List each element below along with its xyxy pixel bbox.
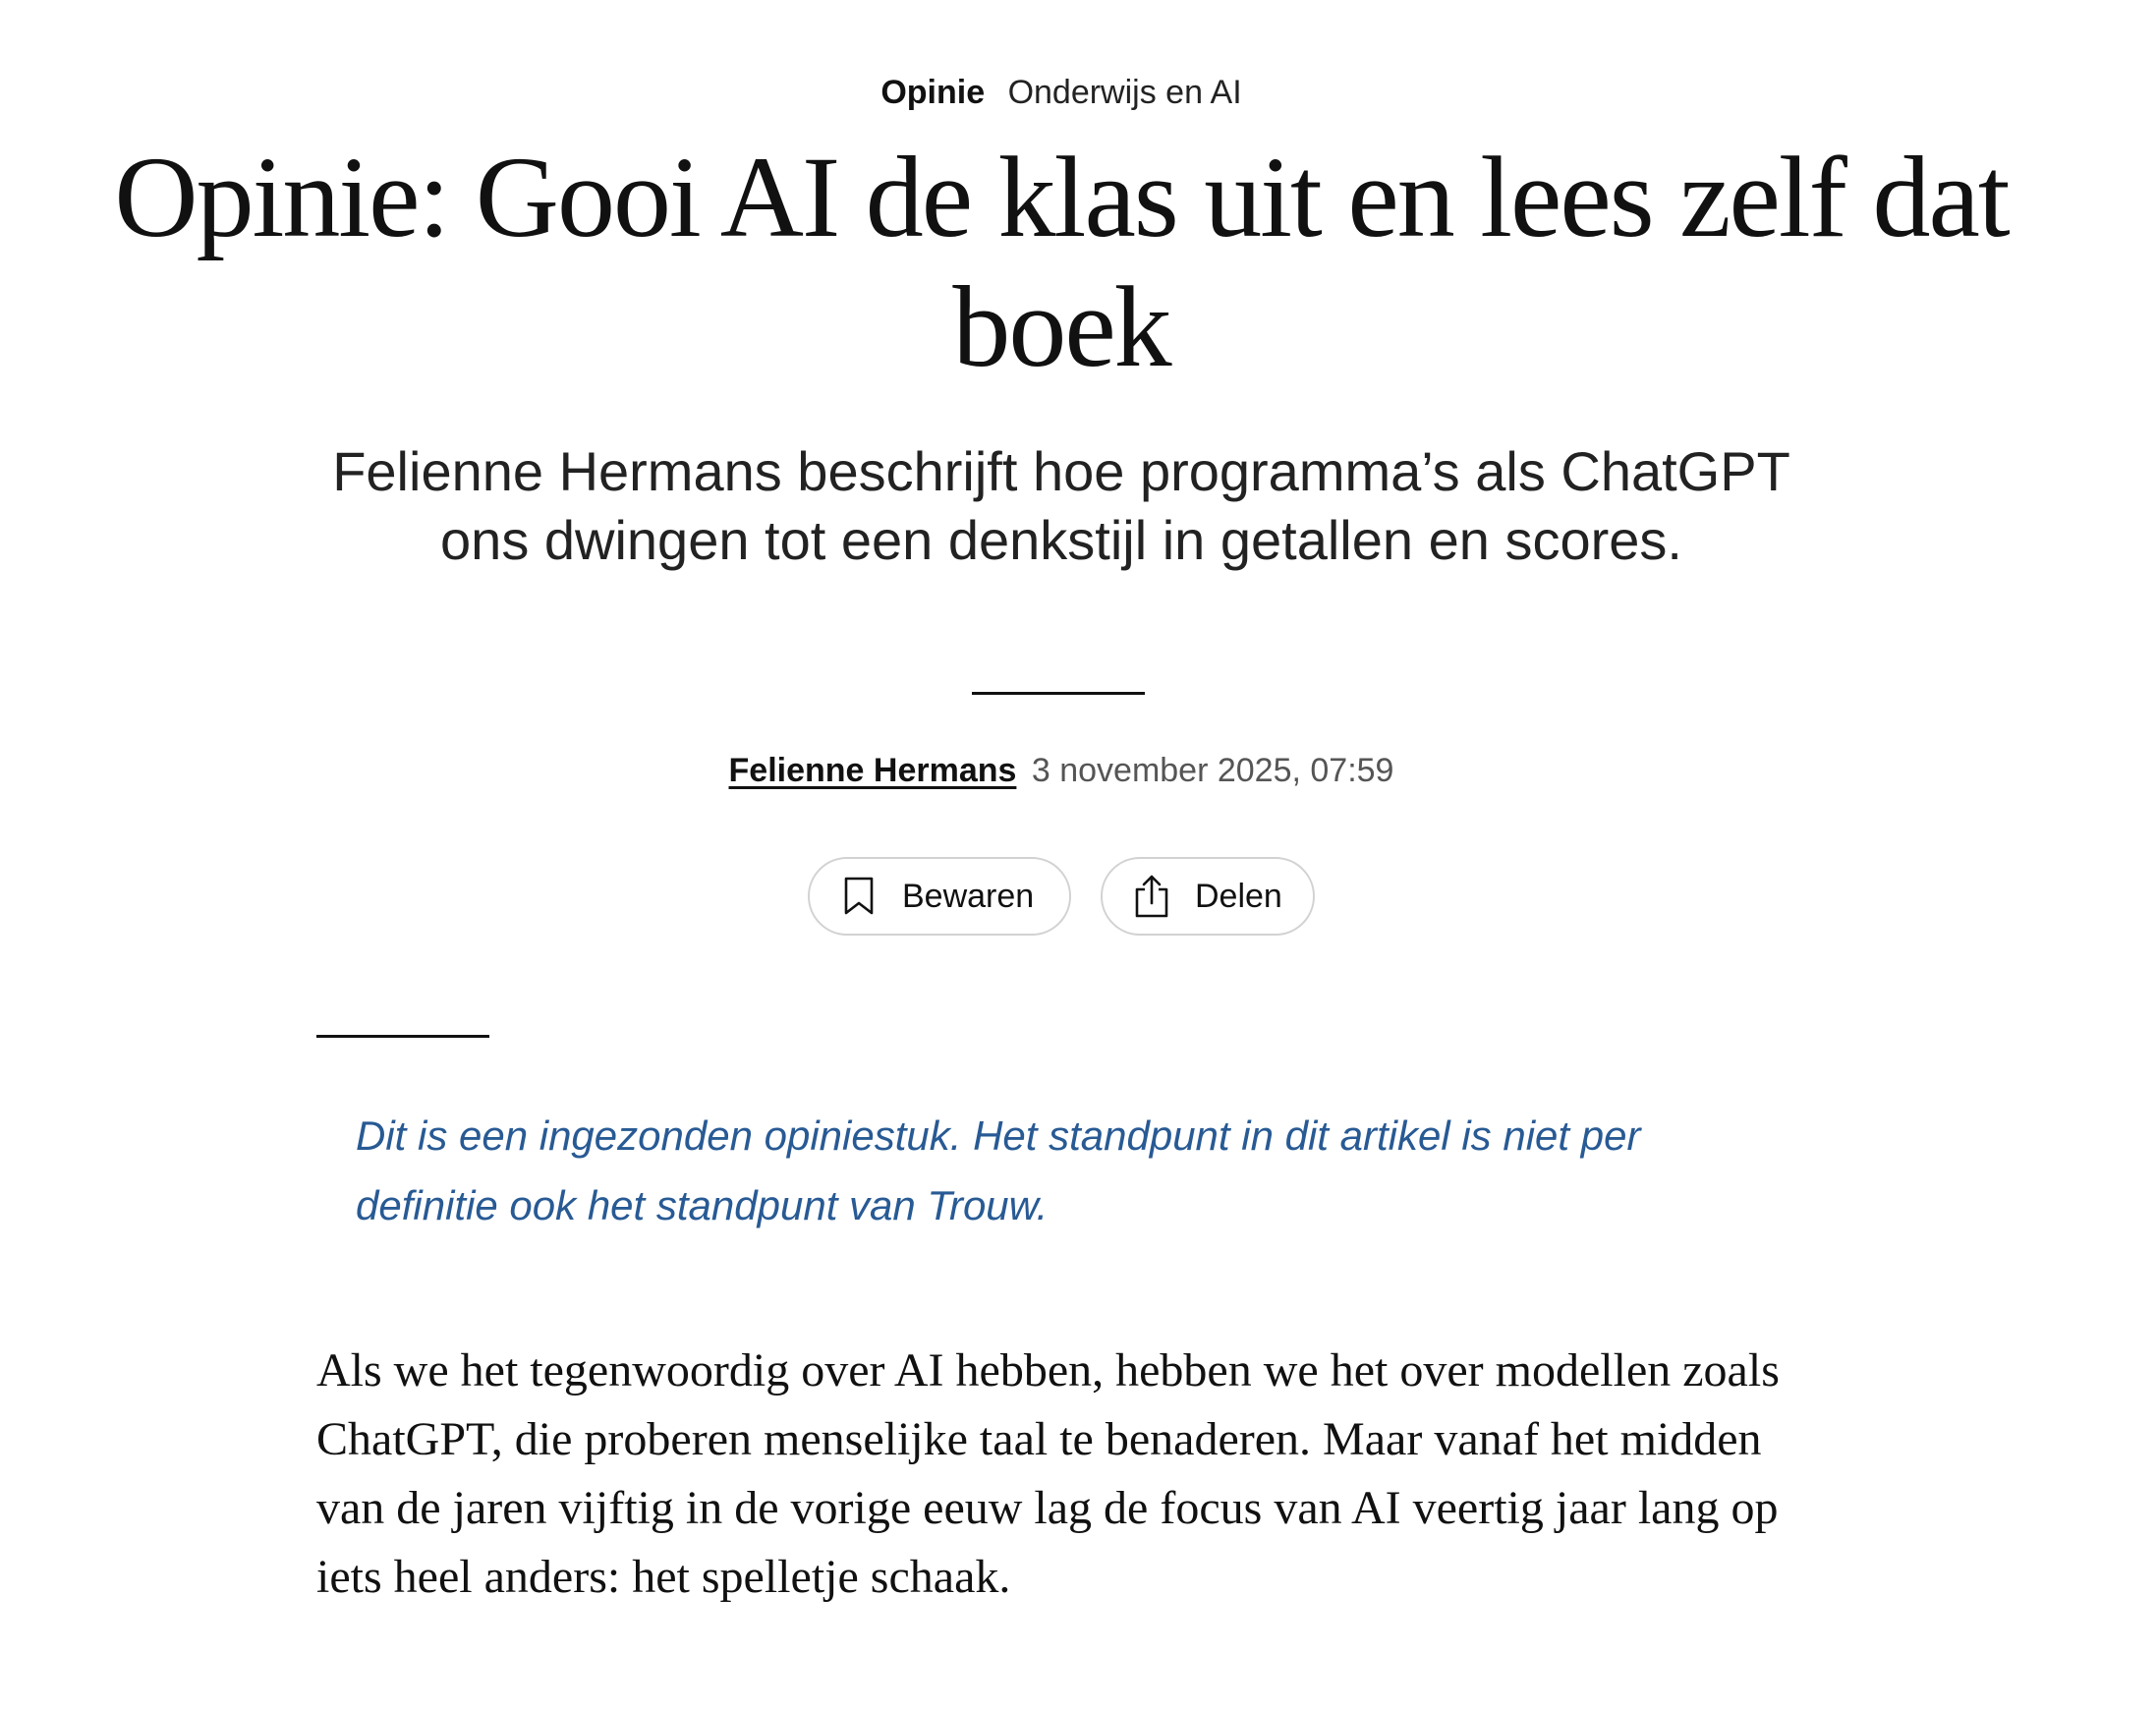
byline	[0, 749, 2123, 792]
topic-label[interactable]: Onderwijs en AI	[1007, 74, 1242, 111]
share-button[interactable]	[1101, 857, 1315, 936]
disclaimer-divider	[316, 1035, 489, 1038]
save-button-label: Bewaren	[902, 877, 1035, 915]
article-kicker	[0, 71, 2123, 114]
section-label[interactable]: Opinie	[880, 74, 986, 111]
opinion-disclaimer: Dit is een ingezonden opiniestuk. Het standpunt in dit artikel is niet per definitie ook het standpunt van Trouw.	[356, 1112, 1641, 1228]
article-body-paragraph: Als we het tegenwoordig over AI hebben, hebben we het over modellen zoals ChatGPT, die proberen menselijke taal te benaderen. Maar vanaf het midden van de jaren vijftig in de vorige eeuw lag de focus van AI veertig jaar lang op iets heel anders: het spelletje schaak.	[316, 1344, 1780, 1603]
article-actions	[0, 857, 2123, 936]
divider	[972, 692, 1145, 695]
author-link[interactable]: Felienne Hermans	[728, 752, 1017, 789]
save-button[interactable]	[808, 857, 1071, 936]
publish-date: 3 november 2025, 07:59	[1031, 752, 1394, 789]
bookmark-icon	[839, 874, 879, 919]
share-button-label: Delen	[1195, 877, 1282, 915]
article-intro: Felienne Hermans beschrijft hoe programma’s als ChatGPT ons dwingen tot een denkstijl in getallen en scores.	[332, 440, 1790, 571]
article-headline: Opinie: Gooi AI de klas uit en lees zelf dat boek	[114, 133, 2009, 391]
share-icon	[1132, 874, 1171, 919]
